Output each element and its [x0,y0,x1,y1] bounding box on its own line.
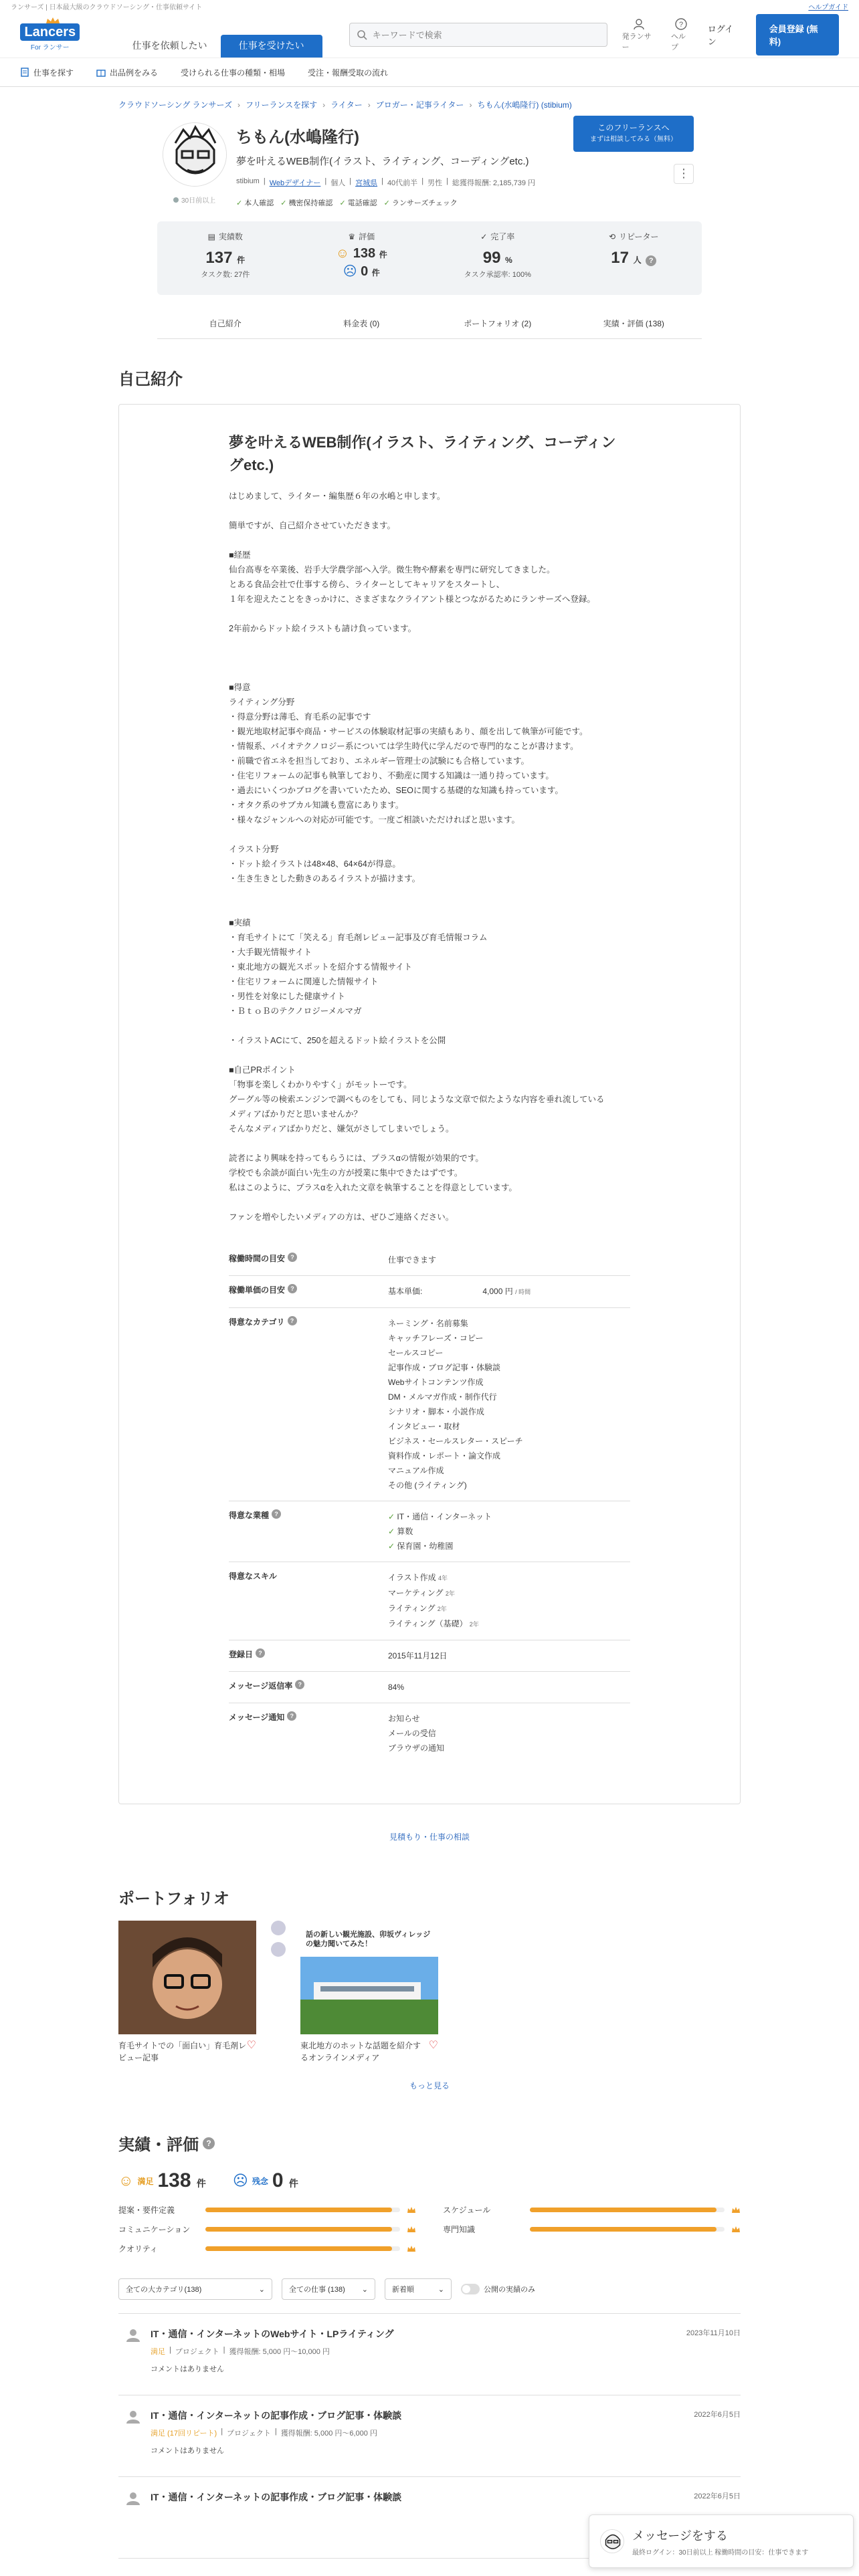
profile-info [236,122,557,208]
message-title: メッセージをする [632,2529,728,2543]
meta-gender: 男性 [427,179,443,187]
portfolio-image-text: 話の新しい観光施設、卯坂ヴィレッジの魅力聞いてみた！ [306,1931,431,1948]
badge-identity [236,197,274,208]
job-select[interactable] [282,2278,375,2300]
reviews-heading-row [118,2131,741,2155]
row-label: 得意なスキル [229,1572,277,1581]
row-industries [229,1501,630,1562]
rating-bar [443,2204,741,2216]
tab-intro[interactable]: 自己紹介 [209,319,242,328]
stat-sub: タスク数: 27件 [201,271,250,279]
rating-track [530,2227,725,2232]
help-button[interactable] [671,17,692,52]
crown-icon [45,17,60,24]
rating-bar [443,2224,741,2235]
main-content [118,87,741,2559]
subnav-label: 受注・報酬受取の流れ [308,68,389,78]
stat-value: 17 [611,249,629,267]
smile-icon: ☺ [118,2172,134,2189]
review-comment: コメントはありません [151,2365,224,2373]
avatar-illustration [601,2530,624,2553]
rating-fill [530,2227,717,2232]
portfolio-item[interactable] [300,1921,438,2064]
review-date: 2022年6月5日 [694,2411,741,2419]
help-icon[interactable]: ? [646,255,656,266]
stat-label: 完了率 [490,232,515,241]
meta-location[interactable]: 宮城県 [355,179,378,187]
rating-track [205,2208,400,2212]
meta-separator: | [274,2428,277,2436]
crown-icon [407,2207,416,2214]
rating-label: スケジュール [443,2206,491,2215]
check-icon: ✓ [280,199,287,207]
rating-track [205,2246,400,2251]
help-icon[interactable]: ? [288,1316,297,1325]
tab-reviews[interactable]: 実績・評価 (138) [603,319,664,328]
tab-work[interactable]: 仕事を受けたい [221,35,322,58]
more-portfolio-link[interactable]: もっと見る [409,2081,450,2090]
user-icon [125,2409,141,2425]
stat-repeater [566,221,702,295]
row-label: 登録日 [229,1650,254,1659]
stat-unit: 件 [379,250,387,259]
intro-card [118,404,741,1804]
help-icon[interactable]: ? [295,1680,304,1689]
frown-icon: ☹ [232,2172,248,2189]
meta-type: 個人 [330,179,346,187]
profile-meta [236,177,557,188]
svg-text:?: ? [679,21,684,29]
check-icon: ✓ [383,199,390,207]
consult-link[interactable]: 見積もり・仕事の相談 [389,1832,470,1842]
skill-years: 4年 [438,1575,448,1582]
stat-label: リピーター [619,232,659,241]
smile-icon: ☺ [335,246,350,261]
toggle-label: 公開の実績のみ [484,2286,535,2294]
badge-label: ランサーズチェック [391,199,458,207]
review-summary [118,2169,741,2192]
row-value: 仕事できます [388,1255,437,1265]
rating-label: コミュニケーション [118,2225,191,2234]
bad-count: 0 [272,2169,284,2191]
intro-title: 夢を叶えるWEB制作(イラスト、ライティング、コーディングetc.) [229,434,616,473]
stat-unit: 件 [371,268,380,278]
avatar-illustration [163,123,227,187]
stats-panel [157,221,702,295]
subnav-find-work[interactable] [20,67,74,78]
user-icon [125,2327,141,2343]
thumb[interactable] [271,1942,286,1957]
stat-label: 評価 [359,232,375,241]
count-unit: 件 [196,2178,206,2189]
select-value: 全ての大カテゴリ(138) [126,2286,202,2294]
logo-sub: For ランサー [30,44,70,51]
breadcrumb-item[interactable]: フリーランスを探す [245,100,318,110]
good-label: 満足 [137,2176,154,2186]
meta-separator: | [446,177,448,185]
signup-button[interactable]: 会員登録 (無料) [756,14,839,56]
skill-years: 2年 [437,1606,447,1612]
rating-bar [118,2243,416,2254]
subnav-flow[interactable] [308,67,388,78]
stat-value: 99 [482,249,501,267]
frown-icon: ☹ [343,264,357,279]
badge-label: 電話確認 [347,199,377,207]
breadcrumb-item[interactable]: ちもん(水嶋隆行) (stibium) [477,100,572,110]
row-price [229,1276,630,1308]
consult-button[interactable] [573,116,694,152]
check-icon: ✓ [388,1527,395,1536]
category-item: セールスコピー [388,1348,444,1358]
stat-unit: 人 [633,255,642,265]
bad-value: 0 [361,264,369,279]
tab-portfolio[interactable]: ポートフォリオ (2) [464,319,532,328]
rating-bar [118,2224,416,2235]
skill-name: マーケティング [388,1588,444,1598]
badge-phone [339,197,377,208]
thumb[interactable] [271,1921,286,1935]
row-label: メッセージ通知 [229,1713,285,1722]
stat-unit: 件 [237,255,246,265]
skill-name: ライティング [388,1604,436,1613]
sub-navigation [0,58,859,87]
review-type: プロジェクト [227,2430,271,2438]
badge-lancers-check [384,197,458,208]
profile-name: ちもん(水嶋隆行) [236,128,359,146]
category-select[interactable] [118,2278,272,2300]
help-icon[interactable]: ? [288,1253,297,1262]
portfolio-list [118,1921,741,2064]
crown-icon [407,2226,416,2233]
search-input[interactable] [373,30,600,40]
subnav-label: 出品例をみる [110,68,159,78]
reviews-heading: 実績・評価 [118,2136,199,2154]
meta-separator: | [169,2346,171,2354]
search-icon [357,29,367,40]
meta-separator: | [421,177,424,185]
meta-job[interactable]: Webデザイナー [269,179,321,187]
chevron-down-icon: ⌄ [258,2285,265,2294]
meta-separator: | [381,177,383,185]
check-icon: ✓ [480,231,488,241]
person-icon [632,17,646,31]
document-icon: ▤ [207,231,215,241]
stat-hyoka [294,221,430,295]
count-unit: 件 [288,2178,298,2189]
category-item: ビジネス・セールスレター・スピーチ [388,1436,523,1446]
repeat-icon: ⟲ [608,231,616,241]
help-guide-link[interactable]: ヘルプガイド [808,3,848,11]
online-text: 30日前以上 [181,197,216,205]
row-reply-rate [229,1672,630,1703]
portfolio-thumbs [271,1921,286,2064]
rating-label: クオリティ [118,2244,158,2254]
rating-track [205,2227,400,2232]
check-icon: ✓ [388,1541,395,1551]
portfolio-caption: 東北地方のホットな話題を紹介するオンラインメディア [300,2041,421,2062]
chevron-down-icon: ⌄ [438,2285,444,2294]
stat-value: 137 [205,249,233,267]
review-title[interactable]: IT・通信・インターネットのWebサイト・LPライティング [151,2329,394,2339]
more-options-icon[interactable]: ⋮ [674,164,694,184]
stat-sub: タスク承認率: 100% [464,271,531,279]
bad-label: 残念 [252,2176,268,2186]
breadcrumb-separator: › [469,100,472,110]
heart-icon[interactable]: ♡ [246,2040,256,2051]
rating-bar [118,2204,416,2216]
row-hours [229,1245,630,1276]
breadcrumb-item[interactable]: クラウドソーシング ランサーズ [118,100,232,110]
intro-body: はじめまして、ライター・編集歴６年の水嶋と申します。 簡単ですが、自己紹介させていただきます。 ■経歴 仙台高専を卒業後、岩手大学農学部へ入学。微生物や酵素を専門に研究してきました。 とある食品会社で仕事する傍ら、ライターとしてキャリアをスタートし、 １年を迎えたことをきっかけに、さまざまなクライアント様とつながるためにランサーズへ登録。 2年前からドット絵イラストも請け負っています。 ■得意 ライティング分野 ・得意分野は薄毛、育毛系の記事です ・観光地取材記事や商品・サービスの体験取材記事の実績もあり、顔を出して執筆が可能です。 ・情報系、バイオテクノロジー系については学生時代に学んだので専門的なことが書けます。 ・前職で省エネを担当しており、エネルギー管理士の試験にも合格しています。 ・住宅リフォームの記事も執筆しており、不動産に関する知識は一通り持っています。 ・過去にいくつかブログを書いていたため、SEOに関する基礎的な知識も持っています。 ・オタク系のサブカル知識も豊富にあります。 ・様々なジャンルへの対応が可能です。一度ご相談いただければと思います。 イラスト分野 ・ドット絵イラストは48×48、64×64が得意。 ・生き生きとした動きのあるイラストが描けます。 ■実績 ・育毛サイトにて「笑える」育毛剤レビュー記事及び育毛情報コラム ・大手観光情報サイト ・東北地方の観光スポットを紹介する情報サイト ・住宅リフォームに関連した情報サイト ・男性を対象にした健康サイト ・ＢｔｏＢのテクノロジーメルマガ ・イラストACにて、250を超えるドット絵イラストを公開 ■自己PRポイント 「物事を楽しくわかりやすく」がモットーです。 グーグル等の検索エンジンで調べものをしても、同じような文章で似たような内容を垂れ流している メディアばかりだと思いませんか？ そんなメディアばかりだと、嫌気がさしてしまいでしょう。 読者により興味を持ってもらうには、プラスαの情報が効果的です。 学校でも余談が面白い先生の方が授業に集中できたはずです。 私はこのように、プラスαを入れた文章を執筆することを得意としています。 ファンを増やしたいメディアの方は、ぜひご連絡ください。 [229,492,605,1222]
select-value: 新着順 [392,2286,414,2294]
profile-header [118,116,741,208]
meta-age: 40代前半 [387,179,418,187]
rating-bars [118,2204,741,2254]
check-icon: ✓ [388,1512,395,1521]
category-item: シナリオ・脚本・小説作成 [388,1407,484,1416]
category-item: インタビュー・取材 [388,1422,460,1431]
category-item: 資料作成・レポート・論文作成 [388,1451,501,1461]
portfolio-heading: ポートフォリオ [118,1890,229,1908]
rating-fill [205,2208,392,2212]
help-icon[interactable]: ? [287,1711,296,1721]
rating-label: 提案・要件定義 [118,2206,175,2215]
category-item: マニュアル作成 [388,1466,444,1475]
review-price: 獲得報酬: 5,000 円～10,000 円 [229,2348,330,2356]
industry-item: 算数 [397,1527,413,1536]
notify-item: お知らせ [388,1714,420,1723]
review-filters [118,2278,741,2300]
stat-label: 実績数 [218,232,243,241]
verification-badges [236,197,557,208]
top-strip-text: ランサーズ | 日本最大級のクラウドソーシング・仕事依頼サイト [11,3,203,11]
category-item: その他 (ライティング) [388,1481,467,1490]
avatar [600,2529,624,2553]
help-label: ヘルプ [670,33,686,51]
category-item: 記事作成・ブログ記事・体験談 [388,1363,501,1372]
top-strip [0,0,859,12]
review-item [118,2314,741,2395]
portfolio-item[interactable] [118,1921,256,2064]
login-link[interactable]: ログイン [707,24,734,47]
meta-separator: | [263,177,266,185]
rating-fill [205,2227,392,2232]
meta-separator: | [223,2346,225,2354]
subnav-label: 仕事を探す [33,68,74,78]
review-comment: コメントはありません [151,2447,224,2455]
breadcrumb-separator: › [367,100,371,110]
lancer-button[interactable] [622,17,656,52]
good-count: 138 [157,2169,191,2191]
review-title[interactable]: IT・通信・インターネットの記事作成・ブログ記事・体験談 [151,2492,402,2502]
heart-icon[interactable]: ♡ [428,2040,438,2051]
meta-earnings: 総獲得報酬: 2,185,739 円 [452,179,536,187]
online-status [173,195,215,205]
row-value: 2015年11月12日 [388,1651,448,1660]
price-value: 4,000 円 [482,1287,513,1296]
badge-label: 機密保持確認 [288,199,333,207]
profile-tabs [157,308,702,339]
badge-nda [280,197,332,208]
row-label: 得意な業種 [229,1511,270,1520]
profile-table [229,1245,630,1763]
portrait-photo [118,1921,256,2034]
rating-fill [530,2208,717,2212]
stat-kanryo [430,221,566,295]
meta-username: stibium [236,177,260,185]
skill-name: ライティング（基礎） [388,1619,468,1628]
rating-label: 専門知識 [443,2225,476,2234]
row-label: 稼働単価の目安 [229,1285,286,1295]
help-icon [674,17,688,31]
meta-separator: | [221,2428,223,2436]
gift-icon [96,68,106,77]
sort-select[interactable] [385,2278,452,2300]
portfolio-caption: 育毛サイトでの「面白い」育毛剤レビュー記事 [118,2041,247,2062]
consult-line2: まずは相談してみる（無料） [590,136,677,143]
tab-hire[interactable]: 仕事を依頼したい [132,39,207,51]
row-skills [229,1562,630,1640]
select-value: 全ての仕事 (138) [289,2286,345,2294]
portfolio-image [300,1921,438,2034]
skill-years: 2年 [445,1590,455,1597]
toggle-switch[interactable] [461,2284,480,2294]
message-sub: 最終ログイン：30日前以上 稼働時間の目安：仕事できます [632,2549,809,2557]
stat-jisseki [157,221,294,295]
category-item: DM・メルマガ作成・制作代行 [388,1392,497,1402]
help-icon[interactable]: ? [203,2137,215,2149]
profile-tagline: 夢を叶えるWEB制作(イラスト、ライティング、コーディングetc.) [236,156,529,167]
row-value: 84% [388,1683,405,1692]
skill-name: イラスト作成 [388,1573,436,1582]
logo-text: Lancers [20,23,80,41]
subnav-label: 受けられる仕事の種類・相場 [181,68,286,78]
review-item [118,2395,741,2477]
avatar [163,122,227,187]
intro-heading: 自己紹介 [118,370,183,389]
review-price: 獲得報酬: 5,000 円～6,000 円 [280,2430,377,2438]
good-summary [118,2169,206,2192]
site-header [0,12,859,58]
lancers-logo[interactable] [20,17,80,52]
help-icon[interactable]: ? [272,1509,281,1519]
breadcrumb-separator: › [237,100,240,110]
portfolio-image [118,1921,256,2034]
subnav-types[interactable] [181,67,285,78]
skill-years: 2年 [469,1621,479,1628]
meta-separator: | [349,177,352,185]
breadcrumb [118,87,741,116]
document-icon [20,68,29,77]
review-date: 2023年11月10日 [686,2329,741,2337]
review-rating: 満足 (17回リピート) [151,2430,217,2438]
category-item: キャッチフレーズ・コピー [388,1333,484,1343]
bad-summary [233,2169,298,2192]
check-icon: ✓ [236,199,243,207]
row-notifications [229,1703,630,1763]
crown-icon [407,2246,416,2252]
review-type: プロジェクト [175,2348,219,2356]
search-box[interactable] [349,23,607,47]
tab-pricing[interactable]: 料金表 (0) [343,319,380,328]
crown-icon: ♛ [348,231,356,241]
rating-track [530,2208,725,2212]
industry-item: 保育園・幼稚園 [397,1541,454,1551]
public-only-toggle[interactable] [461,2284,535,2294]
price-key: 基本単価: [388,1287,423,1296]
category-item: Webサイトコンテンツ作成 [388,1378,484,1387]
row-label: 得意なカテゴリ [229,1317,285,1327]
help-icon[interactable]: ? [256,1648,265,1658]
good-value: 138 [353,246,376,261]
row-label: 稼働時間の目安 [229,1254,286,1263]
breadcrumb-item[interactable]: ブロガー・記事ライター [375,100,464,110]
consult-line1: このフリーランスへ [597,123,670,132]
breadcrumb-item[interactable]: ライター [330,100,363,110]
check-icon: ✓ [339,199,346,207]
category-item: ネーミング・名前募集 [388,1319,468,1328]
help-icon[interactable]: ? [288,1284,297,1293]
stat-unit: % [505,255,512,265]
row-registered [229,1640,630,1672]
row-label: メッセージ返信率 [229,1681,293,1691]
notify-item: ブラウザの通知 [388,1743,445,1753]
price-unit: / 時間 [515,1289,531,1295]
crown-icon [731,2207,741,2214]
breadcrumb-separator: › [322,100,326,110]
rating-fill [205,2246,392,2251]
badge-label: 本人確認 [244,199,274,207]
crown-icon [731,2226,741,2233]
row-categories [229,1308,630,1501]
review-date: 2022年6月5日 [694,2492,741,2500]
meta-separator: | [324,177,327,185]
status-dot [173,197,179,203]
review-rating: 満足 [151,2348,165,2356]
user-icon [125,2490,141,2506]
message-widget[interactable] [589,2514,854,2568]
chevron-down-icon: ⌄ [361,2285,368,2294]
review-title[interactable]: IT・通信・インターネットの記事作成・ブログ記事・体験談 [151,2410,402,2421]
subnav-examples[interactable] [96,67,158,78]
lancer-label: 発ランサー [622,33,652,51]
industry-item: IT・通信・インターネット [397,1512,492,1521]
notify-item: メールの受信 [388,1729,436,1738]
